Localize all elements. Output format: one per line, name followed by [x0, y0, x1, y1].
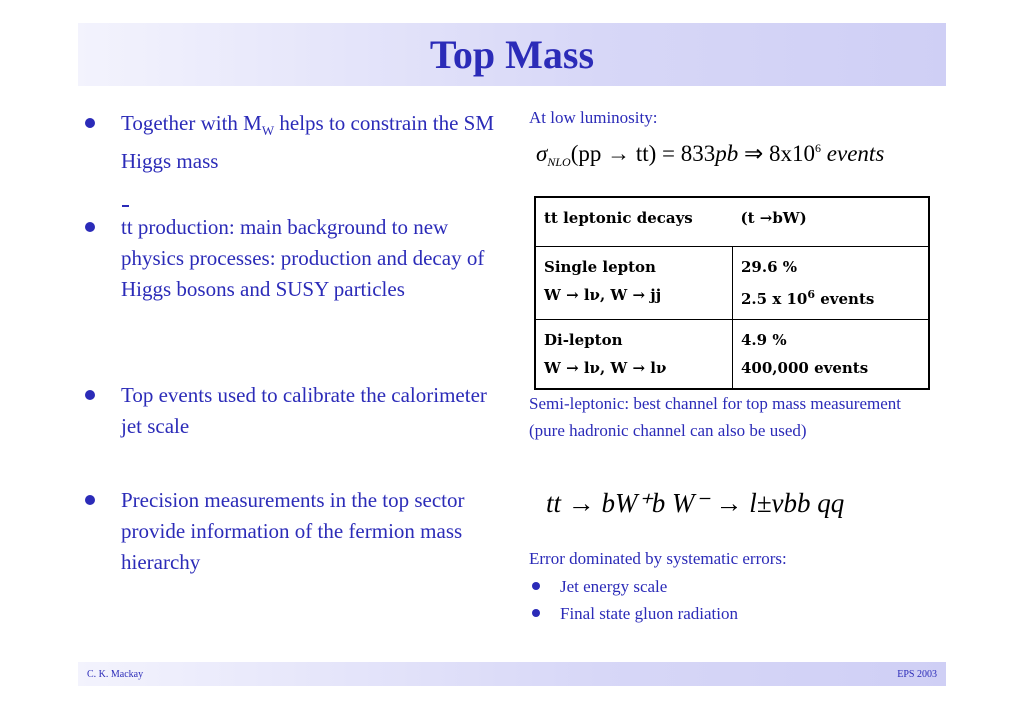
table-header-row [535, 197, 929, 247]
bullet-text: Precision measurements in the top sector provide information of the fermion mass hierarchy [121, 488, 465, 574]
bullet-text: Together with $M_W$ helps to constrain the SM Higgs mass [121, 111, 495, 174]
bullet-dot-icon [85, 390, 95, 400]
low-luminosity-label: At low luminosity: [529, 108, 658, 127]
table-cell: Single lepton W → lν, W → jj [535, 247, 733, 320]
table-cell: 29.6 % 2.5 x $10^6$ events [733, 247, 930, 320]
bullet-dot-icon [532, 582, 540, 590]
cross-section-formula: $\sigma_{NLO}(pp \to tt) = 833pb$ ⇒ $8x10^6$ events [536, 141, 885, 169]
bullet-dot-icon [85, 495, 95, 505]
table-row [535, 320, 929, 390]
semi-leptonic-text: Semi-leptonic: best channel for top mass measurement (pure hadronic channel can also be used) [529, 394, 902, 440]
bullet-text: tt production: main background to new physics processes: production and decay of Higgs bosons and SUSY particles [121, 212, 511, 305]
error-item: Final state gluon radiation [529, 600, 738, 627]
error-item: Jet energy scale [529, 573, 667, 600]
decay-chain-formula: tt → bW⁺b W⁻ → l±νbb qq [546, 488, 845, 518]
footer-conference: EPS 2003 [897, 669, 937, 680]
title-bar [78, 23, 946, 86]
bullet-text: Top events used to calibrate the calorimeter jet scale [121, 383, 487, 438]
tt-bar: tt [121, 212, 133, 243]
table-cell: 4.9 % 400,000 events [733, 320, 930, 390]
table-header-cell: tt leptonic decays [535, 197, 733, 247]
table-header-cell: (t →bW) [733, 197, 930, 247]
table-row [535, 247, 929, 320]
error-title: Error dominated by systematic errors: [529, 549, 787, 568]
bullet-dot-icon [85, 222, 95, 232]
decay-table [534, 196, 930, 390]
table-cell: Di-lepton W → lν, W → lν [535, 320, 733, 390]
page-title: Top Mass [429, 32, 595, 77]
footer-bar [78, 662, 946, 686]
footer-author: C. K. Mackay [87, 669, 144, 680]
bullet-dot-icon [85, 118, 95, 128]
bullet-dot-icon [532, 609, 540, 617]
